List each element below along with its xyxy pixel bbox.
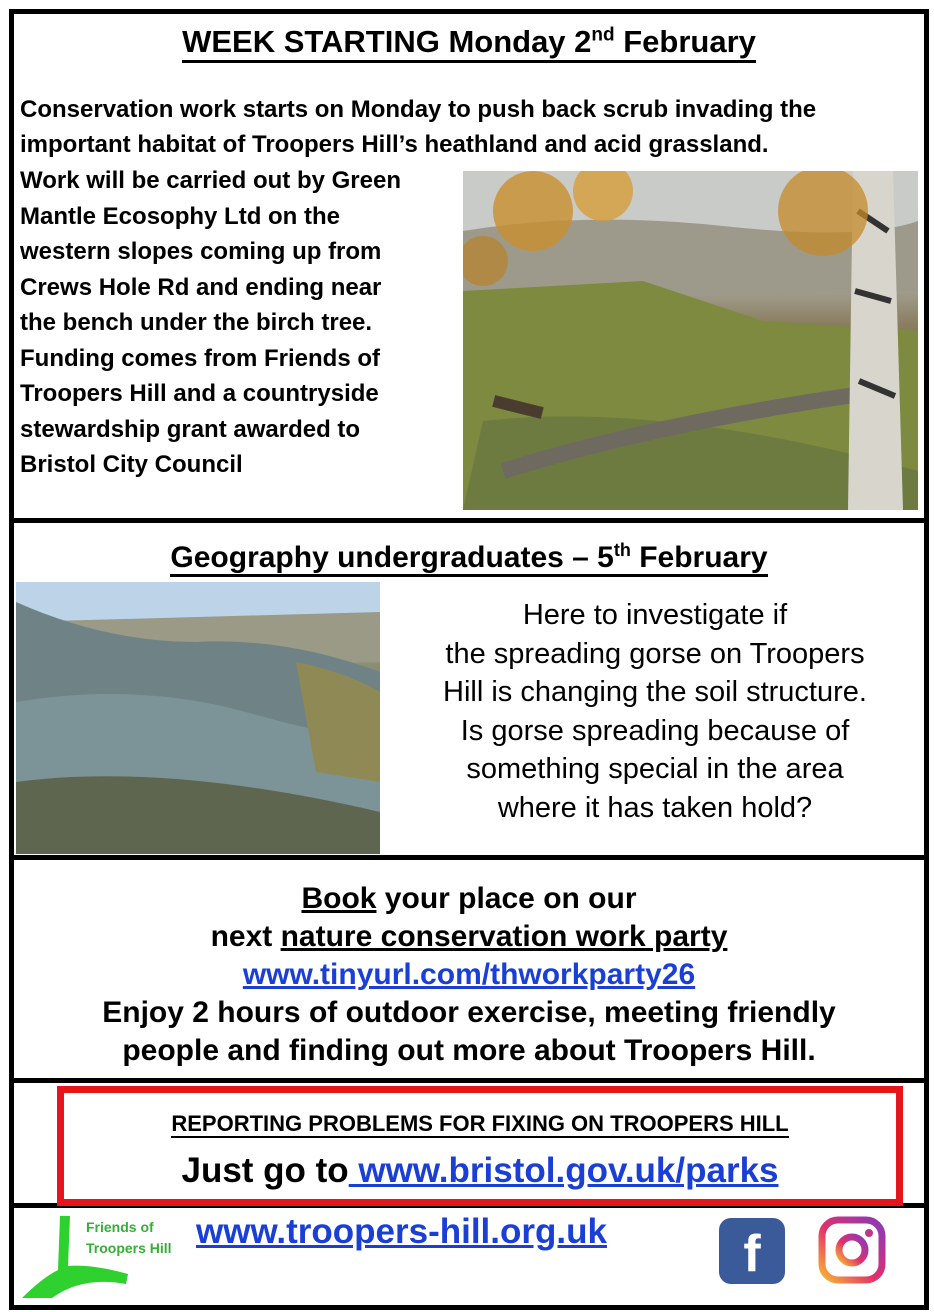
work-line: Bristol City Council bbox=[20, 451, 243, 478]
undergraduates-title: Geography undergraduates – 5th February bbox=[14, 540, 924, 575]
divider-3 bbox=[9, 1078, 929, 1083]
report-heading: REPORTING PROBLEMS FOR FIXING ON TROOPERS HILL bbox=[171, 1111, 789, 1136]
work-line: Mantle Ecosophy Ltd on the bbox=[20, 202, 341, 230]
investigation-line: something special in the area bbox=[466, 753, 844, 785]
investigation-line: Is gorse spreading because of bbox=[460, 714, 850, 747]
booking-line-1: Book your place on our bbox=[301, 882, 637, 915]
gorse-photo bbox=[16, 582, 380, 854]
bristol-parks-link[interactable]: www.bristol.gov.uk/parks bbox=[348, 1151, 779, 1190]
booking-section bbox=[14, 880, 924, 1070]
hillside-photo bbox=[463, 171, 918, 510]
work-line: Troopers Hill and a countryside bbox=[20, 380, 379, 407]
work-line: Crews Hole Rd and ending near bbox=[20, 273, 382, 301]
investigation-line: Hill is changing the soil structure. bbox=[443, 676, 867, 708]
investigation-line: the spreading gorse on Troopers bbox=[445, 637, 865, 670]
work-party-text: nature conservation work party bbox=[280, 920, 728, 953]
work-description bbox=[20, 163, 460, 483]
work-line: stewardship grant awarded to bbox=[20, 415, 361, 443]
website-link[interactable]: www.troopers-hill.org.uk bbox=[196, 1212, 607, 1251]
booking-line-4: Enjoy 2 hours of outdoor exercise, meeting friendly bbox=[102, 996, 836, 1029]
workparty-link[interactable]: www.tinyurl.com/thworkparty26 bbox=[242, 958, 696, 991]
investigation-line: Here to investigate if bbox=[522, 599, 788, 631]
instagram-icon[interactable] bbox=[818, 1216, 886, 1284]
logo-text: Friends of Troopers Hill bbox=[86, 1219, 172, 1256]
intro-text: Conservation work starts on Monday to push back scrub invading the important habitat of Troopers Hill’s heathland and acid grassland. bbox=[20, 96, 817, 158]
booking-line-5: people and finding out more about Troopers Hill. bbox=[122, 1034, 816, 1067]
work-line: the bench under the birch tree. bbox=[20, 309, 373, 336]
facebook-icon[interactable]: f bbox=[719, 1218, 785, 1284]
report-line: Just go to www.bristol.gov.uk/parks bbox=[181, 1151, 779, 1190]
week-title: WEEK STARTING Monday 2nd February bbox=[14, 24, 924, 60]
investigation-line: where it has taken hold? bbox=[497, 791, 813, 824]
divider-2 bbox=[9, 855, 929, 860]
investigation-text bbox=[390, 596, 920, 827]
work-line: Funding comes from Friends of bbox=[20, 344, 381, 372]
work-line: Work will be carried out by Green bbox=[20, 167, 401, 194]
booking-line-2: next nature conservation work party bbox=[210, 920, 728, 953]
work-line: western slopes coming up from bbox=[20, 238, 382, 265]
book-word: Book bbox=[301, 882, 377, 915]
divider-1 bbox=[9, 518, 929, 523]
report-box bbox=[57, 1086, 903, 1206]
